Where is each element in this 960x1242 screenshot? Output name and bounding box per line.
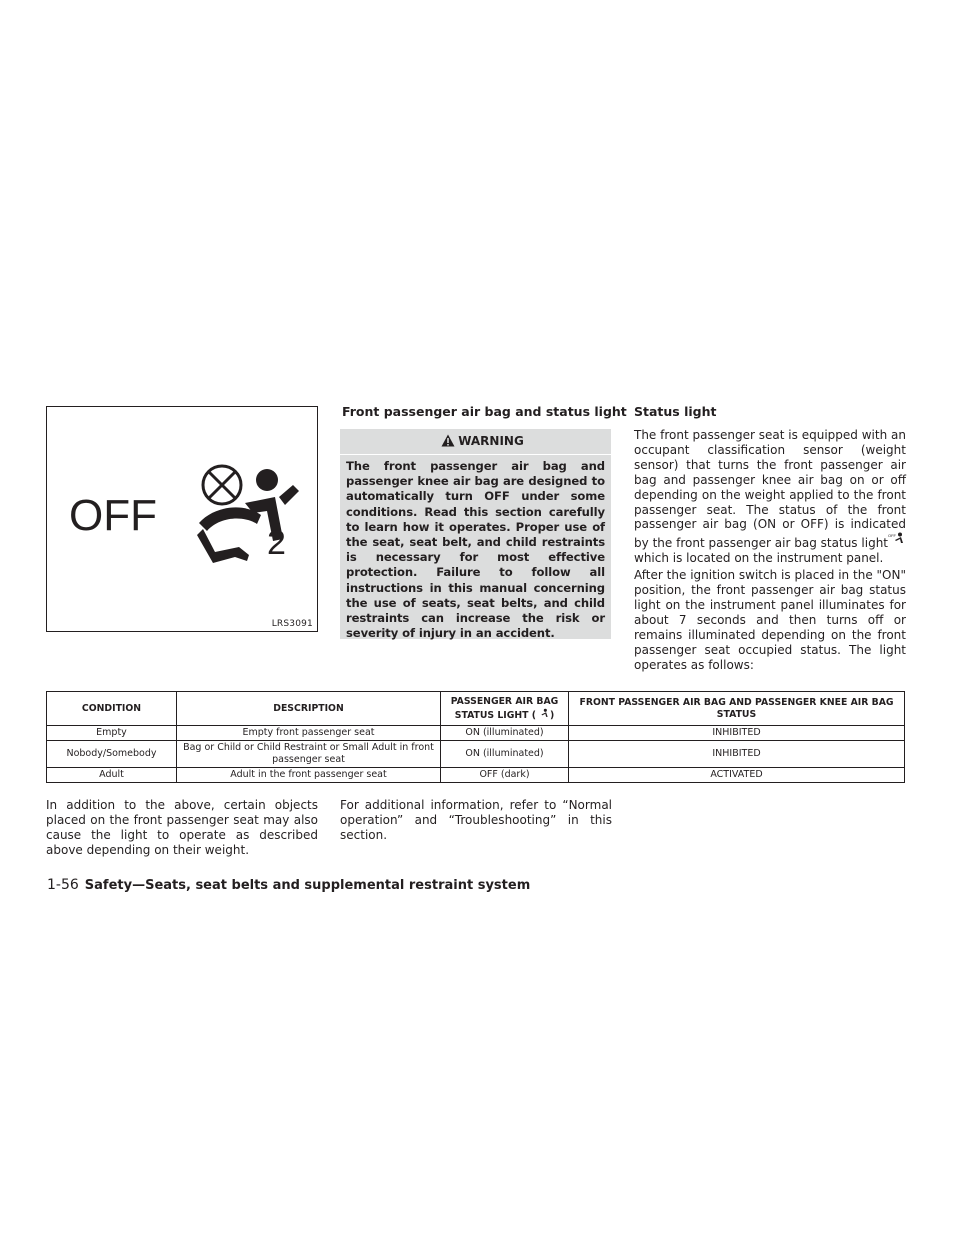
passenger-airbag-off-icon-small: [536, 708, 550, 718]
passenger-airbag-off-icon-inline: [888, 532, 906, 544]
status-light-text: [634, 428, 906, 675]
warning-box: [340, 429, 611, 639]
table-row: [47, 741, 905, 768]
header-description: DESCRIPTION: [177, 692, 441, 726]
section-title: Safety—Seats, seat belts and supplemental restraint system: [84, 878, 531, 893]
cell-light: ON (illuminated): [441, 726, 569, 741]
page-footer: [47, 877, 530, 893]
table-header-row: [47, 692, 905, 726]
cell-condition: Adult: [47, 768, 177, 783]
cell-light: OFF (dark): [441, 768, 569, 783]
bottom-left-paragraph: In addition to the above, certain objects placed on the front passenger seat may also cause the light to operate as described above depending on their weight.: [46, 798, 318, 857]
cell-condition: Empty: [47, 726, 177, 741]
section-heading-air-bag: Front passenger air bag and status light: [342, 404, 627, 419]
warning-triangle-icon: [441, 431, 455, 456]
warning-header: [340, 429, 611, 455]
page-number: 1-56: [47, 877, 79, 893]
header-condition: CONDITION: [47, 692, 177, 726]
cell-status: INHIBITED: [569, 741, 905, 768]
svg-text:OFF: OFF: [888, 533, 896, 539]
warning-title: WARNING: [458, 434, 524, 448]
status-table: [46, 691, 905, 783]
cell-description: Bag or Child or Child Restraint or Small Adult in front passenger seat: [177, 741, 441, 768]
bottom-middle-paragraph: For additional information, refer to “Normal operation” and “Troubleshooting” in this section.: [340, 798, 612, 842]
table-row: [47, 768, 905, 783]
status-light-paragraph-2: After the ignition switch is placed in the "ON" position, the front passenger air bag status light on the instrument panel illuminates for about 7 seconds and then turns off or remains illuminated depending on the front passenger seat occupied status. The light operates as follows:: [634, 568, 906, 672]
passenger-airbag-off-icon: [47, 407, 319, 633]
header-status-light: PASSENGER AIR BAG STATUS LIGHT ( ): [441, 692, 569, 726]
table-row: [47, 726, 905, 741]
cell-description: Empty front passenger seat: [177, 726, 441, 741]
airbag-status-figure: [46, 406, 318, 632]
occupant-head-icon: [256, 469, 278, 491]
section-heading-status-light: Status light: [634, 404, 717, 419]
cell-light: ON (illuminated): [441, 741, 569, 768]
cell-condition: Nobody/Somebody: [47, 741, 177, 768]
header-airbag-status: FRONT PASSENGER AIR BAG AND PASSENGER KNEE AIR BAG STATUS: [569, 692, 905, 726]
warning-text: The front passenger air bag and passenger knee air bag are designed to automatically turn OFF under some conditions. Read this section carefully to learn how it operates. Proper use of the seat, seat belt, and child restraints is necessary for most effective protection. Failure to follow all instructions in this manual concerning the use of seats, seat belts, and child restraints can increase the risk or severity of injury in an accident.: [346, 459, 605, 641]
cell-status: INHIBITED: [569, 726, 905, 741]
off-label: OFF: [69, 491, 157, 540]
cell-description: Adult in the front passenger seat: [177, 768, 441, 783]
status-light-paragraph-1: The front passenger seat is equipped with an occupant classification sensor (weight sensor) that turns the front passenger air bag and passenger knee air bag on or off depending on the weight applied to the front passenger seat. The status of the front passenger air bag (ON or OFF) is indicated by the front passenger air bag status light OFF which is located on the instrument panel.: [634, 428, 906, 566]
figure-id: LRS3091: [271, 619, 313, 629]
seat-number: 2: [267, 524, 286, 562]
cell-status: ACTIVATED: [569, 768, 905, 783]
